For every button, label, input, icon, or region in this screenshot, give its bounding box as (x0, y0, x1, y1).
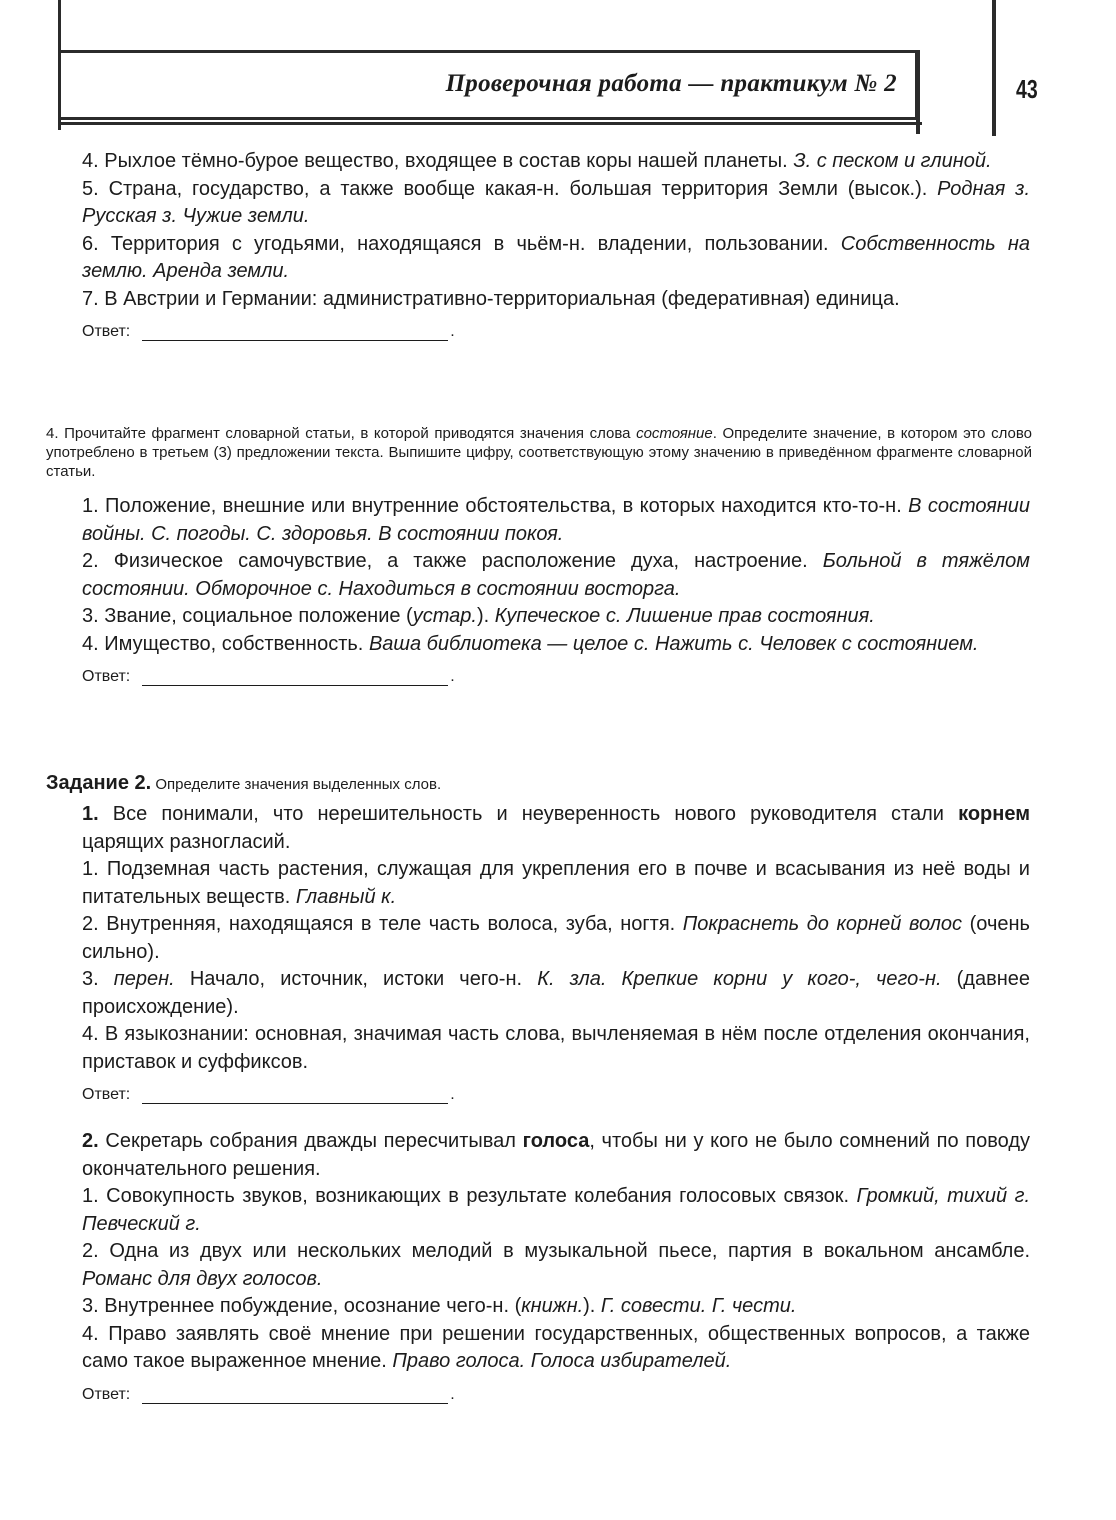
definition-text: Положение, внешние или внутренние обстоятельства, в которых находится кто-то-н. (105, 495, 902, 517)
task-4-instruction: 4. Прочитайте фрагмент словарной статьи, в которой приводятся значения слова состояние. Определите значение, в котором это слово употреблено в третьем (3) предложении текста. Выпишите цифру, соответствующую этому значению в приведённом фрагменте словарной статьи. (46, 425, 1032, 480)
answer-row: Ответ: . (82, 668, 455, 685)
usage-mark: книжн. (521, 1295, 584, 1317)
definition-text: Совокупность звуков, возникающих в результате колебания голосовых связок. (106, 1185, 850, 1207)
definitions-list-top (82, 148, 1030, 341)
definition-text: Право заявлять своё мнение при решении государственных, общественных вопросов, а также само такое выраженное мнение. (82, 1322, 1030, 1372)
definition-text: В языкознании: основная, значимая часть слова, вычленяемая в нём после отделения окончания, приставок и суффиксов. (82, 1023, 1030, 1073)
header-bottom-rule (58, 122, 922, 125)
definition-item (82, 1321, 1030, 1376)
definition-examples: В состоянии войны. С. погоды. С. здоровья. В состоянии покоя. (82, 495, 1031, 545)
item-number: 2. (82, 913, 99, 935)
definition-item (82, 548, 1030, 603)
answer-blank[interactable] (142, 1087, 448, 1104)
answer-row: Ответ: . (82, 1385, 455, 1403)
usage-mark: перен. (113, 968, 175, 990)
definition-text: Имущество, собственность. (104, 632, 364, 655)
definition-examples: Ваша библиотека — целое с. Нажить с. Человек с состоянием. (368, 632, 979, 655)
definition-examples: Громкий, тихий г. Певческий г. (82, 1185, 1031, 1235)
item-number: 6. (82, 232, 99, 255)
definition-text: Начало, источник, истоки чего-н. (189, 968, 523, 990)
answer-blank[interactable] (142, 1387, 448, 1404)
definition-text: Звание, социальное положение ( (104, 605, 413, 627)
highlighted-word: корнем (958, 803, 1030, 825)
definition-item (82, 231, 1030, 286)
definition-item (82, 493, 1030, 548)
task-label: Задание 2. (46, 772, 152, 794)
definition-item: 3. перен. Начало, источник, истоки чего-н. К. зла. Крепкие корни у кого-, чего-н. (давнее происхождение). (82, 968, 1030, 1018)
question-number: 2. (82, 1130, 99, 1152)
answer-row: Ответ: . (82, 323, 455, 340)
item-number: 1. (82, 858, 99, 880)
definition-examples: Купеческое с. Лишение прав состояния. (494, 605, 875, 627)
definition-examples: К. зла. Крепкие корни у кого-, чего-н. (537, 968, 942, 990)
item-number: 4. (82, 632, 99, 655)
item-number: 2. (82, 550, 99, 572)
definition-text: Физическое самочувствие, а также расположение духа, настроение. (113, 550, 808, 572)
answer-blank[interactable] (142, 669, 448, 686)
definition-text: Внутренняя, находящаяся в теле часть волоса, зуба, ногтя. (106, 913, 676, 935)
definition-item (82, 1021, 1030, 1076)
definition-item: 3. Звание, социальное положение (устар.). Купеческое с. Лишение прав состояния. (82, 605, 875, 627)
definition-text: В Австрии и Германии: административно-территориальная (федеративная) единица. (104, 287, 900, 310)
definition-examples: Больной в тяжёлом состоянии. Обморочное с. Находиться в состоянии восторга. (82, 550, 1030, 600)
answer-label: Ответ: (82, 668, 131, 685)
definition-item: 2. Внутренняя, находящаяся в теле часть волоса, зуба, ногтя. Покраснеть до корней волос (очень сильно). (82, 913, 1030, 963)
definition-item: 3. Внутреннее побуждение, осознание чего-н. (книжн.). Г. совести. Г. чести. (82, 1295, 797, 1317)
header-right-rule (916, 50, 920, 134)
item-number: 1. (82, 1185, 99, 1207)
definition-examples: Право голоса. Голоса избирателей. (392, 1350, 732, 1372)
item-number: 3. (82, 968, 99, 990)
definition-text: Внутреннее побуждение, осознание чего-н. ( (104, 1295, 522, 1317)
item-number: 4. (82, 1023, 99, 1045)
definition-item (82, 1238, 1030, 1293)
header-box (58, 50, 918, 120)
target-word: состояние (636, 425, 713, 442)
definition-text: Территория с угодьями, находящаяся в чьём-н. владении, пользовании. (110, 232, 829, 255)
page-number: 43 (1016, 74, 1038, 104)
item-number: 4. (82, 150, 99, 172)
answer-blank[interactable] (142, 324, 448, 341)
definition-examples: Г. совести. Г. чести. (600, 1295, 797, 1317)
answer-row: Ответ: . (82, 1086, 455, 1103)
answer-label: Ответ: (82, 1086, 131, 1103)
page-edge-rule (992, 0, 996, 136)
definition-examples: З. с песком и глиной. (793, 150, 992, 172)
question-2 (82, 1128, 1030, 1404)
definition-item (82, 631, 1030, 659)
definition-examples: Родная з. Русская з. Чужие земли. (82, 177, 1031, 227)
definition-item (82, 1183, 1030, 1238)
answer-label: Ответ: (82, 323, 131, 340)
definition-item (82, 856, 1030, 911)
definition-item (82, 286, 1030, 314)
highlighted-word: голоса (522, 1130, 590, 1152)
item-number: 1. (82, 495, 99, 517)
item-number: 4. (82, 1322, 99, 1345)
definition-examples: Романс для двух голосов. (82, 1267, 323, 1290)
definition-text: Страна, государство, а также вообще какая-н. большая территория Земли (высок.). (108, 177, 928, 200)
definition-examples: Собственность на землю. Аренда земли. (82, 232, 1030, 282)
question-number: 1. (82, 803, 99, 825)
item-number: 7. (82, 287, 99, 310)
task-instruction: Определите значения выделенных слов. (155, 776, 442, 793)
definition-examples: Покраснеть до корней волос (682, 913, 963, 935)
question-sentence: 2. Секретарь собрания дважды пересчитывал голоса, чтобы ни у кого не было сомнений по поводу окончательного решения. (82, 1130, 1030, 1180)
definition-text: Рыхлое тёмно-бурое вещество, входящее в состав коры нашей планеты. (104, 150, 788, 172)
usage-mark: устар. (412, 605, 477, 627)
definition-text: Подземная часть растения, служащая для укрепления его в почве и всасывания из неё воды и питательных веществ. (82, 858, 1030, 908)
definition-item (82, 148, 1030, 176)
item-number: 2. (82, 1240, 99, 1262)
item-number: 3. (82, 1295, 99, 1317)
page-title: Проверочная работа — практикум № 2 (445, 70, 897, 97)
definition-text: Одна из двух или нескольких мелодий в музыкальной пьесе, партия в вокальном ансамбле. (109, 1240, 1030, 1262)
definition-item (82, 176, 1030, 231)
task-2-heading (46, 772, 441, 795)
item-number: 5. (82, 177, 99, 200)
item-number: 3. (82, 605, 99, 627)
answer-label: Ответ: (82, 1385, 131, 1403)
task-4-definitions (82, 493, 1030, 686)
question-sentence: 1. Все понимали, что нерешительность и неуверенность нового руководителя стали корнем царящих разногласий. (82, 803, 1030, 853)
definition-examples: Главный к. (295, 885, 397, 908)
question-1 (82, 801, 1030, 1104)
